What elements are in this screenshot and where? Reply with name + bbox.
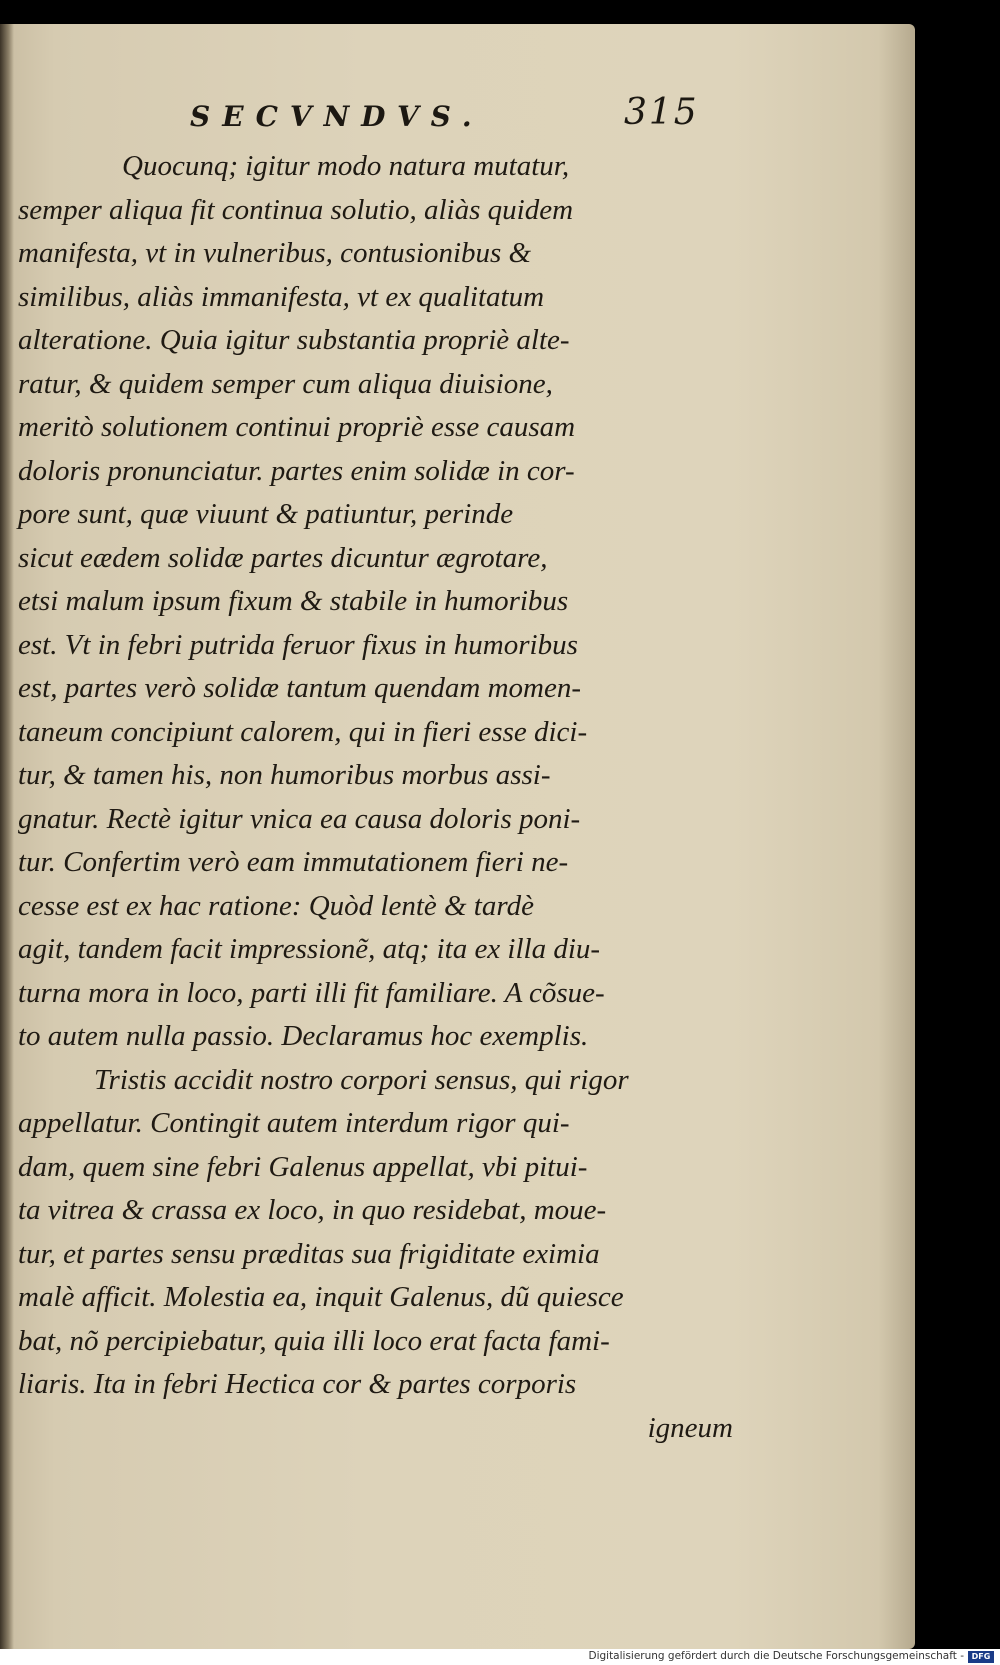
text-line: alteratione. Quia igitur substantia propriè alte-	[18, 324, 570, 356]
dfg-logo: DFG	[968, 1651, 994, 1663]
text-line: to autem nulla passio. Declaramus hoc exemplis.	[18, 1020, 589, 1052]
page-number: 315	[624, 92, 699, 133]
text-line: manifesta, vt in vulneribus, contusionibus &	[18, 237, 532, 269]
text-line: etsi malum ipsum fixum & stabile in humoribus	[18, 585, 569, 617]
text-line: tur. Confertim verò eam immutationem fieri ne-	[18, 846, 569, 878]
text-line: ta vitrea & crassa ex loco, in quo residebat, moue-	[18, 1194, 607, 1226]
text-line: bat, nõ percipiebatur, quia illi loco erat facta fami-	[18, 1324, 610, 1357]
text-line: est, partes verò solidæ tantum quendam momen-	[18, 672, 582, 704]
text-line: dam, quem sine febri Galenus appellat, vbi pitui-	[18, 1150, 588, 1183]
running-head: SECVNDVS.	[190, 100, 484, 133]
text-line: gnatur. Rectè igitur vnica ea causa doloris poni-	[18, 802, 581, 835]
text-line: agit, tandem facit impressionẽ, atq; ita ex illa diu-	[18, 933, 601, 965]
text-line: pore sunt, quæ viuunt & patiuntur, perinde	[18, 498, 514, 530]
text-line: taneum concipiunt calorem, qui in fieri esse dici-	[18, 715, 588, 748]
text-line: doloris pronunciatur. partes enim solidæ in cor-	[18, 454, 575, 487]
text-line: Quocunq; igitur modo natura mutatur,	[122, 150, 570, 182]
text-line: appellatur. Contingit autem interdum rigor qui-	[18, 1107, 570, 1139]
text-line: semper aliqua fit continua solutio, aliàs quidem	[18, 193, 574, 226]
text-line: tur, & tamen his, non humoribus morbus assi-	[18, 759, 551, 791]
text-line: malè afficit. Molestia ea, inquit Galenus, dũ quiesce	[18, 1281, 624, 1313]
digitization-credit: Digitalisierung gefördert durch die Deutsche Forschungsgemeinschaft -	[588, 1650, 964, 1662]
body-text	[18, 145, 733, 1450]
text-line: sicut eædem solidæ partes dicuntur ægrotare,	[18, 541, 548, 574]
text-line: est. Vt in febri putrida feruor fixus in humoribus	[18, 628, 578, 661]
text-line: tur, et partes sensu præditas sua frigiditate eximia	[18, 1237, 600, 1270]
text-line: meritò solutionem continui propriè esse causam	[18, 411, 576, 443]
page-binding-shadow	[0, 24, 14, 1649]
text-line: ratur, & quidem semper cum aliqua diuisione,	[18, 367, 553, 400]
text-line: cesse est ex hac ratione: Quòd lentè & tardè	[18, 889, 534, 922]
text-line: Tristis accidit nostro corpori sensus, qui rigor	[94, 1063, 629, 1096]
catchword: igneum	[647, 1411, 733, 1444]
text-line: similibus, aliàs immanifesta, vt ex qualitatum	[18, 280, 545, 313]
text-line: turna mora in loco, parti illi fit familiare. A cõsue-	[18, 976, 605, 1009]
text-line: liaris. Ita in febri Hectica cor & partes corporis	[18, 1368, 577, 1400]
